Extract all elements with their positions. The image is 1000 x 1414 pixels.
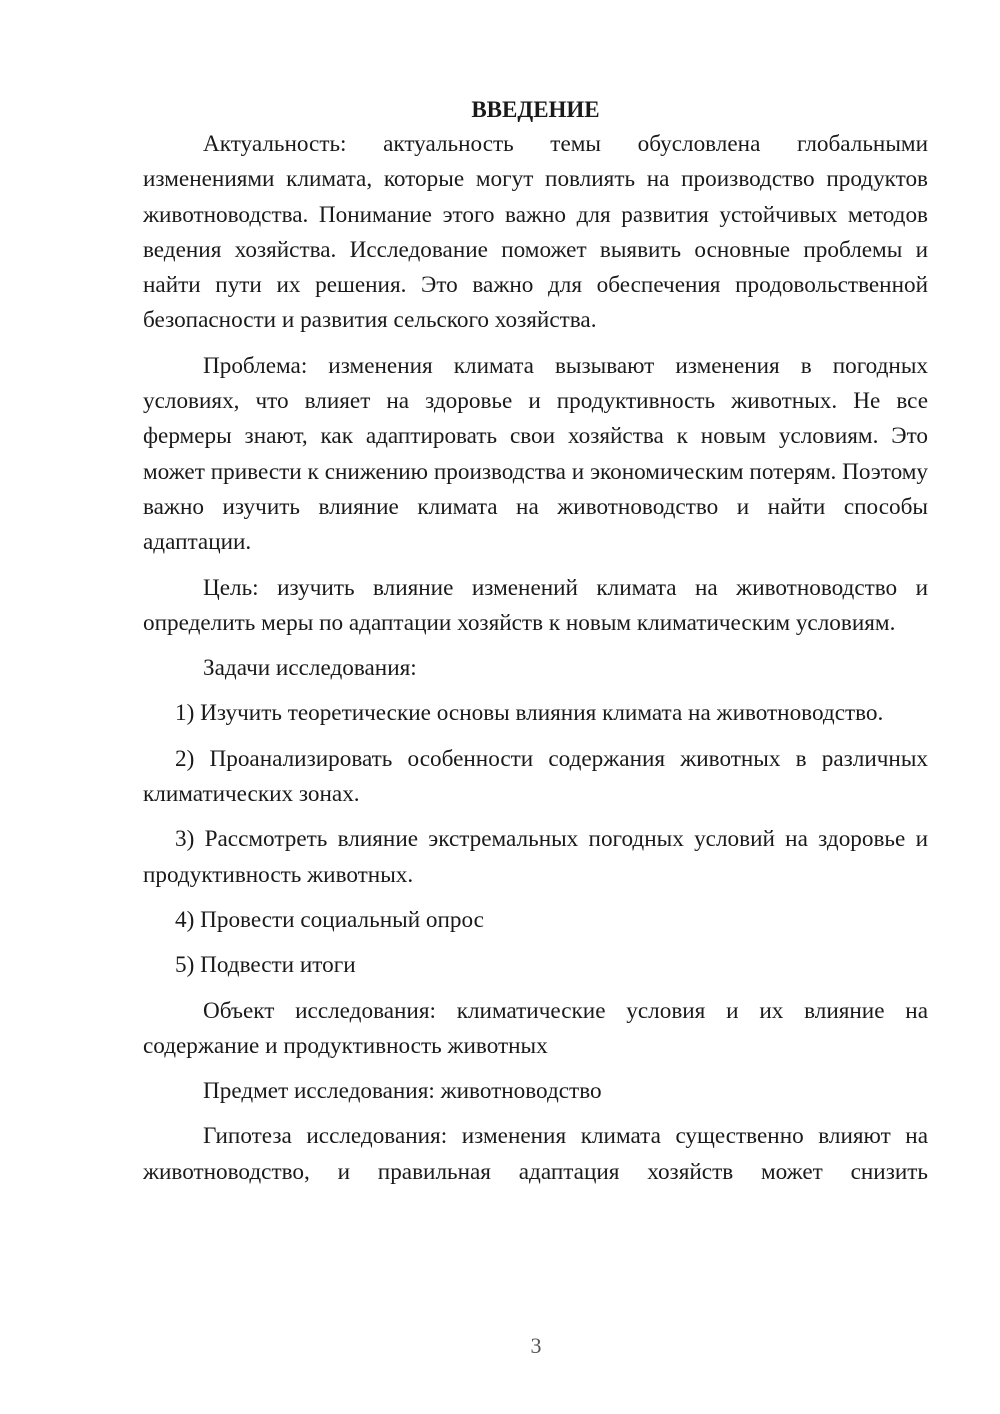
tasks-heading: Задачи исследования: <box>203 655 417 682</box>
task-item: 1) Изучить теоретические основы влияния климата на животноводство. <box>175 700 884 727</box>
task-item: 2) Проанализировать особенности содержания животных в различных климатических зонах. <box>143 745 928 808</box>
task-item: 4) Провести социальный опрос <box>175 906 484 933</box>
relevance-paragraph: Актуальность: актуальность темы обусловлена глобальными изменениями климата, которые могут повлиять на производство продуктов животноводства. Понимание этого важно для развития устойчивых методов ведения хозяйства. Исследование поможет выявить основные проблемы и найти пути их решения. Это важно для обеспечения продовольственной безопасности и развития сельского хозяйства. <box>143 131 928 334</box>
problem-paragraph: Проблема: изменения климата вызывают изменения в погодных условиях, что влияет на здоровье и продуктивность животных. Не все фермеры знают, как адаптировать свои хозяйства к новым условиям. Это может привести к снижению производства и экономическим потерям. Поэтому важно изучить влияние климата на животноводство и найти способы адаптации. <box>143 352 928 556</box>
tasks-list <box>143 696 928 983</box>
task-item: 5) Подвести итоги <box>175 952 356 979</box>
section-heading: ВВЕДЕНИЕ <box>471 97 600 122</box>
task-item: 3) Рассмотреть влияние экстремальных погодных условий на здоровье и продуктивность животных. <box>143 826 928 888</box>
page-number: 3 <box>530 1333 542 1358</box>
object-paragraph: Объект исследования: климатические условия и их влияние на содержание и продуктивность животных <box>143 997 928 1059</box>
subject-paragraph: Предмет исследования: животноводство <box>203 1078 602 1105</box>
goal-paragraph: Цель: изучить влияние изменений климата на животноводство и определить меры по адаптации хозяйств к новым климатическим условиям. <box>143 574 928 636</box>
document-page <box>143 92 928 1200</box>
hypothesis-paragraph: Гипотеза исследования: изменения климата существенно влияют на животноводство, и правильная адаптация хозяйств может снизить <box>143 1123 928 1185</box>
